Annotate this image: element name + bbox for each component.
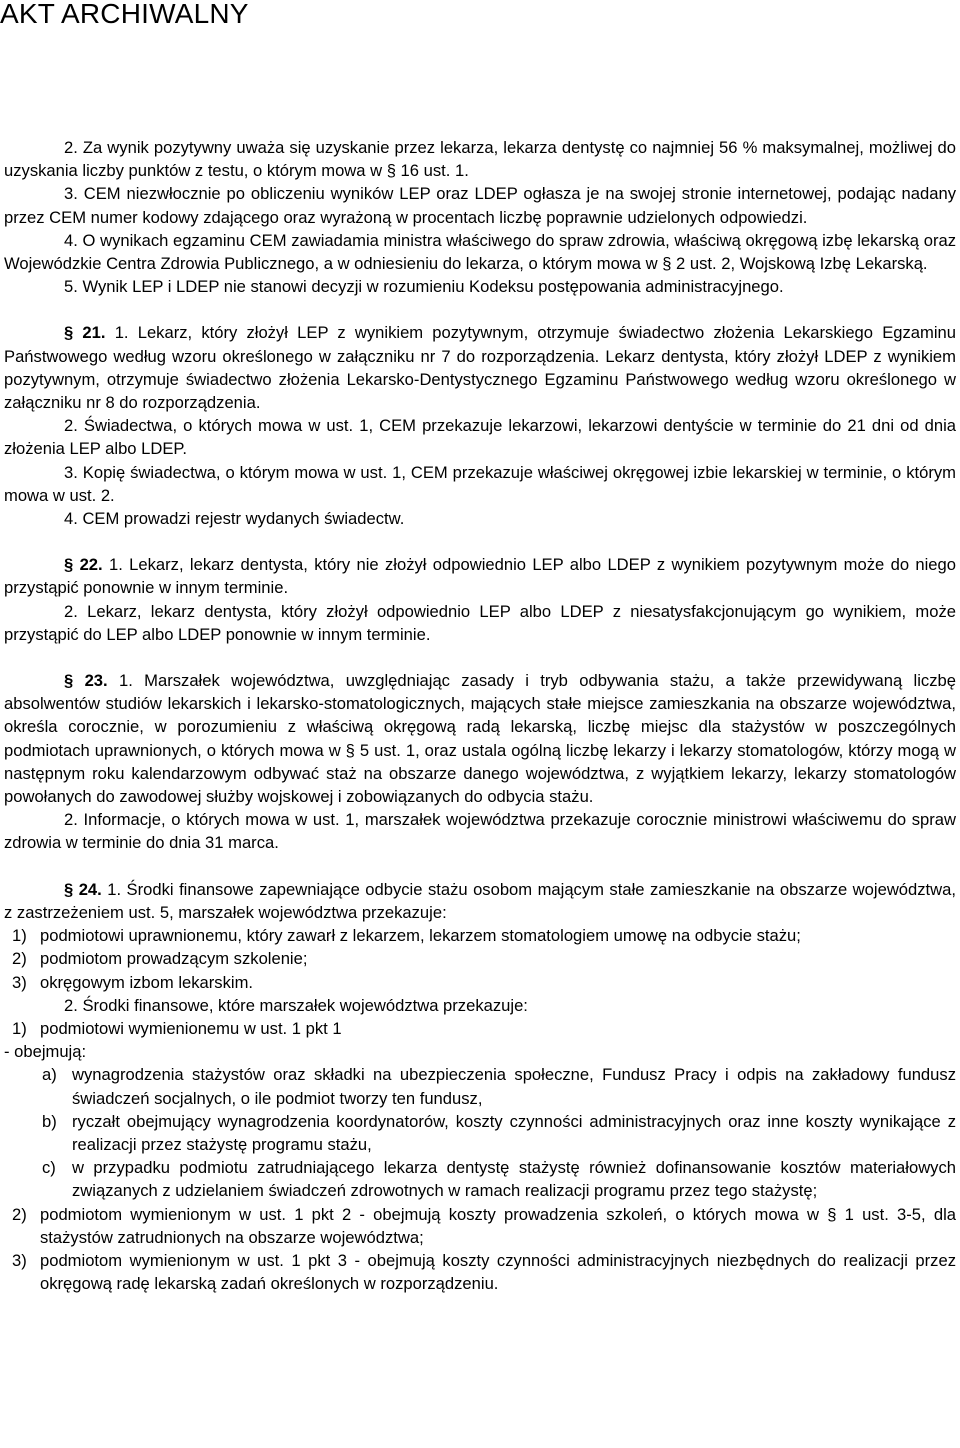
list-item [4,1017,956,1040]
spacer [4,646,956,669]
list-item [4,971,956,994]
list-item-text: podmiotom wymienionym w ust. 1 pkt 3 - obejmują koszty czynności administracyjnych niezbędnych do realizacji przez okręgową radę lekarską zadań określonych w rozporządzeniu. [40,1250,956,1294]
section-21-paragraph-1 [4,321,956,414]
paragraph-s21-2: 2. Świadectwa, o których mowa w ust. 1, CEM przekazuje lekarzowi, lekarzowi dentyście w terminie do 21 dni od dnia złożenia LEP albo LDEP. [4,416,956,459]
section-text: 1. Marszałek województwa, uwzględniając zasady i tryb odbywania stażu, a także przewidywaną liczbę absolwentów studiów lekarskich i lekarsko-stomatologicznych, mających stałe miejsce zamieszkania na obszarze województwa, określa corocznie, w porozumieniu z właściwą okręgową radą lekarską, liczbę miejsc dla stażystów w poszczególnych podmiotach uprawnionych, o których mowa w § 5 ust. 1, oraz ustala ogólną liczbę lekarzy i lekarzy stomatologów, którzy mogą w następnym roku kalendarzowym odbywać staż na obszarze danego województwa, z wyjątkiem lekarzy, lekarzy stomatologów powołanych do zawodowej służby wojskowej i zobowiązanych do odbycia stażu. [4,671,956,807]
spacer [4,855,956,878]
list-item-text: okręgowym izbom lekarskim. [40,972,254,992]
paragraph-s20-4: 4. O wynikach egzaminu CEM zawiadamia ministra właściwego do spraw zdrowia, właściwą okręgową izbę lekarską oraz Wojewódzkie Centra Zdrowia Publicznego, a w odniesieniu do lekarza, o którym mowa w § 2 ust. 2, Wojskową Izbę Lekarską. [4,230,956,274]
paragraph-s22-2: 2. Lekarz, lekarz dentysta, który złożył odpowiednio LEP albo LDEP z niesatysfakcjonującym go wynikiem, może przystąpić do LEP albo LDEP ponownie w innym terminie. [4,601,956,644]
list-item [4,924,956,947]
section-23-paragraph-1 [4,669,956,808]
list-continuation: - obejmują: [4,1042,87,1062]
list-marker: a) [42,1065,57,1085]
section-22-paragraph-1 [4,553,956,599]
list-item [4,1249,956,1295]
sublist-item [4,1063,956,1109]
sublist-item [4,1156,956,1202]
list-marker: b) [42,1111,57,1131]
archive-header: AKT ARCHIWALNY [0,0,249,29]
section-text: 1. Środki finansowe zapewniające odbycie stażu osobom mającym stałe zamieszkanie na obszarze województwa, z zastrzeżeniem ust. 5, marszałek województwa przekazuje: [4,879,956,922]
list-item-text: ryczałt obejmujący wynagrodzenia koordynatorów, koszty czynności administracyjnych oraz inne koszty wynikające z realizacji przez stażystę programu stażu, [72,1111,956,1154]
section-24-paragraph-1 [4,878,956,924]
list-marker: 3) [12,1250,27,1270]
list-item-text: podmiotowi uprawnionemu, który zawarł z lekarzem, lekarzem stomatologiem umowę na odbycie stażu; [40,926,801,946]
spacer [4,530,956,553]
paragraph-s21-3: 3. Kopię świadectwa, o którym mowa w ust. 1, CEM przekazuje właściwej okręgowej izbie lekarskiej w terminie, o którym mowa w ust. 2. [4,462,956,505]
paragraph-s24-2: 2. Środki finansowe, które marszałek województwa przekazuje: [64,995,528,1015]
list-item-text: wynagrodzenia stażystów oraz składki na ubezpieczenia społeczne, Fundusz Pracy i odpis na zakładowy fundusz świadczeń socjalnych, o ile podmiot tworzy ten fundusz, [72,1065,956,1108]
spacer [4,298,956,321]
section-text: 1. Lekarz, który złożył LEP z wynikiem pozytywnym, otrzymuje świadectwo złożenia Lekarskiego Egzaminu Państwowego według wzoru określonego w załączniku nr 7 do rozporządzenia. Lekarz dentysta, który złożył LDEP z wynikiem pozytywnym, otrzymuje świadectwo złożenia Lekarsko-Dentystycznego Egzaminu Państwowego według wzoru określonego w załączniku nr 8 do rozporządzenia. [4,323,956,413]
paragraph-s20-3: 3. CEM niezwłocznie po obliczeniu wyników LEP oraz LDEP ogłasza je na swojej stronie internetowej, podając nadany przez CEM numer kodowy zdającego oraz wyrażoną w procentach liczbę poprawnie udzielonych odpowiedzi. [4,184,956,227]
paragraph-s20-5: 5. Wynik LEP i LDEP nie stanowi decyzji w rozumieniu Kodeksu postępowania administracyjnego. [64,277,784,297]
document-body [4,136,956,1295]
section-number: § 24. [64,879,102,899]
section-number: § 22. [64,555,103,575]
list-marker: 1) [12,926,27,946]
list-marker: 2) [12,1204,27,1224]
list-item-text: podmiotom prowadzącym szkolenie; [40,949,308,969]
list-marker: c) [42,1158,56,1178]
paragraph-s21-4: 4. CEM prowadzi rejestr wydanych świadectw. [64,509,405,529]
list-item [4,1203,956,1249]
paragraph-s20-2: 2. Za wynik pozytywny uważa się uzyskanie przez lekarza, lekarza dentystę co najmniej 56 % maksymalnej, możliwej do uzyskania liczby punktów z testu, o którym mowa w § 16 ust. 1. [4,138,956,181]
list-marker: 3) [12,972,27,992]
list-item [4,947,956,970]
paragraph-s23-2: 2. Informacje, o których mowa w ust. 1, marszałek województwa przekazuje corocznie ministrowi właściwemu do spraw zdrowia w terminie do dnia 31 marca. [4,810,956,853]
list-item-text: podmiotom wymienionym w ust. 1 pkt 2 - obejmują koszty prowadzenia szkoleń, o których mowa w § 1 ust. 3-5, dla stażystów zatrudnionych na obszarze województwa; [40,1204,956,1247]
list-item-text: podmiotowi wymienionemu w ust. 1 pkt 1 [40,1018,342,1038]
section-number: § 23. [64,671,108,691]
section-text: 1. Lekarz, lekarz dentysta, który nie złożył odpowiednio LEP albo LDEP z wynikiem pozytywnym może do niego przystąpić ponownie w innym terminie. [4,555,956,598]
sublist-item [4,1110,956,1156]
section-number: § 21. [64,323,106,343]
list-marker: 2) [12,949,27,969]
list-item-text: w przypadku podmiotu zatrudniającego lekarza dentystę stażystę również dofinansowanie kosztów materiałowych związanych z udzielaniem świadczeń zdrowotnych w ramach realizacji programu przez tego stażystę; [72,1158,956,1201]
list-marker: 1) [12,1018,27,1038]
